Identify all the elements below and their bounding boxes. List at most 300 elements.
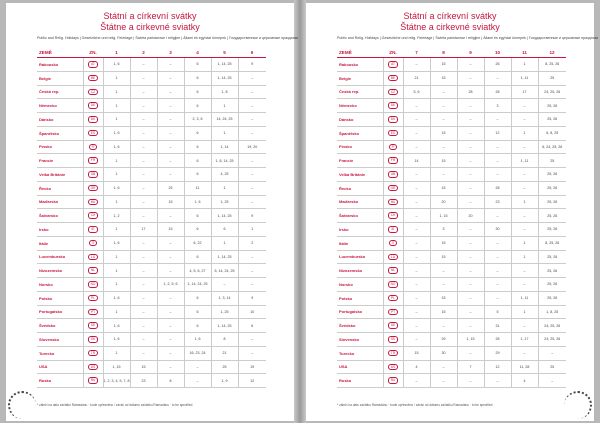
- holiday-days: –: [157, 236, 184, 250]
- country-code: [83, 195, 103, 209]
- holiday-days: 6: [184, 154, 211, 168]
- country-name: Francie: [37, 154, 83, 168]
- holiday-days: 15: [157, 195, 184, 209]
- holiday-days: –: [511, 223, 538, 237]
- holiday-days: 1, 2, 3, 4, 5, 7, 8: [103, 374, 130, 388]
- holiday-days: 4: [403, 360, 430, 374]
- holiday-days: –: [511, 113, 538, 127]
- country-name: Itálie: [37, 236, 83, 250]
- table-row: [37, 278, 266, 292]
- table-row: [337, 223, 566, 237]
- country-name: Španělsko: [337, 126, 383, 140]
- holiday-days: –: [130, 291, 157, 305]
- country-name: Belgie: [37, 71, 83, 85]
- holiday-days: –: [238, 168, 266, 182]
- holiday-days: 2: [238, 236, 266, 250]
- country-code: [83, 250, 103, 264]
- holiday-days: –: [430, 168, 457, 182]
- holiday-days: –: [157, 58, 184, 72]
- holiday-days: 15: [430, 236, 457, 250]
- country-name: Dánsko: [37, 113, 83, 127]
- country-name: Belgie: [337, 71, 383, 85]
- holiday-days: 1, 14, 25: [211, 319, 238, 333]
- holiday-days: –: [457, 305, 484, 319]
- dotted-corner-left: [8, 391, 36, 419]
- holiday-days: –: [511, 140, 538, 154]
- country-name: Švédsko: [37, 319, 83, 333]
- holiday-days: 6: [184, 223, 211, 237]
- holiday-days: –: [457, 250, 484, 264]
- holiday-days: 15: [430, 250, 457, 264]
- country-name: Lucembursko: [37, 250, 83, 264]
- country-code-badge: TR: [88, 350, 98, 357]
- country-code-badge: GR: [88, 185, 99, 192]
- holiday-days: –: [430, 113, 457, 127]
- country-code: [83, 140, 103, 154]
- country-code-badge: DE: [88, 102, 98, 109]
- holiday-days: 6: [238, 319, 266, 333]
- holiday-days: 15: [430, 154, 457, 168]
- holiday-days: –: [130, 181, 157, 195]
- holiday-days: –: [484, 278, 511, 292]
- holiday-days: –: [238, 113, 266, 127]
- holiday-days: –: [157, 140, 184, 154]
- footnote: * záleží na datu začátku Ramadánu · bude upřesněno / závisí od dátumu začiatku Ramadánu · to be specified: [37, 403, 193, 407]
- holiday-days: –: [130, 250, 157, 264]
- holiday-days: 5, 14, 24, 25: [211, 264, 238, 278]
- holiday-days: –: [130, 58, 157, 72]
- holiday-days: 1: [103, 305, 130, 319]
- holiday-days: –: [238, 181, 266, 195]
- holiday-days: –: [130, 99, 157, 113]
- holiday-days: 1: [511, 236, 538, 250]
- holiday-days: –: [511, 168, 538, 182]
- table-row: [337, 209, 566, 223]
- holiday-days: 6: [184, 168, 211, 182]
- holiday-days: 15: [430, 126, 457, 140]
- country-name: Česká rep.: [337, 85, 383, 99]
- country-name: Rakousko: [37, 58, 83, 72]
- holiday-days: 8, 25, 26: [538, 236, 566, 250]
- country-code: [383, 195, 403, 209]
- header-code: ZN.: [383, 48, 403, 58]
- country-name: Norsko: [37, 278, 83, 292]
- holiday-days: –: [157, 333, 184, 347]
- holiday-days: 9: [238, 58, 266, 72]
- holiday-days: 1: [103, 154, 130, 168]
- holiday-days: –: [157, 154, 184, 168]
- table-row: [337, 291, 566, 305]
- country-code: [383, 250, 403, 264]
- holiday-days: 25: [211, 360, 238, 374]
- country-code-badge: US: [88, 364, 98, 371]
- country-name: Slovensko: [37, 333, 83, 347]
- holiday-days: 20: [457, 209, 484, 223]
- holiday-days: –: [430, 360, 457, 374]
- holiday-days: 1, 3, 14: [211, 291, 238, 305]
- country-code-badge: LU: [388, 254, 398, 261]
- country-code-badge: TR: [388, 350, 398, 357]
- country-code: [383, 168, 403, 182]
- country-code-badge: AT: [388, 61, 398, 68]
- header-month-2: 2: [130, 48, 157, 58]
- holiday-days: –: [457, 374, 484, 388]
- holiday-days: 1: [211, 99, 238, 113]
- country-code-badge: IT: [389, 240, 398, 247]
- holiday-days: –: [130, 278, 157, 292]
- country-code-badge: DE: [388, 102, 398, 109]
- country-name: Maďarsko: [337, 195, 383, 209]
- table-row: [337, 278, 566, 292]
- country-code-badge: DK: [388, 116, 398, 123]
- country-name: Portugalsko: [337, 305, 383, 319]
- holiday-days: –: [430, 278, 457, 292]
- holiday-days: 20: [430, 195, 457, 209]
- holiday-days: –: [457, 126, 484, 140]
- country-name: Nizozemsko: [37, 264, 83, 278]
- header-month-7: 7: [403, 48, 430, 58]
- holiday-days: –: [238, 99, 266, 113]
- holiday-days: –: [403, 58, 430, 72]
- table-row: [337, 168, 566, 182]
- holiday-days: 1: [211, 236, 238, 250]
- holiday-days: –: [238, 333, 266, 347]
- holiday-days: 7: [457, 360, 484, 374]
- holiday-days: –: [130, 140, 157, 154]
- holiday-days: 24, 25, 26: [538, 85, 566, 99]
- table-row: [337, 113, 566, 127]
- holiday-days: –: [403, 278, 430, 292]
- holiday-days: 6: [184, 58, 211, 72]
- country-code-badge: FI: [389, 144, 398, 151]
- holiday-days: 1: [103, 264, 130, 278]
- holiday-days: 1: [511, 305, 538, 319]
- country-code: [83, 168, 103, 182]
- holiday-days: 15: [430, 291, 457, 305]
- country-name: Turecko: [37, 346, 83, 360]
- country-name: Lucembursko: [337, 250, 383, 264]
- holiday-days: 15: [430, 181, 457, 195]
- holiday-days: –: [130, 236, 157, 250]
- holiday-days: 25, 26: [538, 250, 566, 264]
- holiday-days: 2, 3, 6: [184, 113, 211, 127]
- holiday-days: 1: [103, 71, 130, 85]
- holiday-days: –: [457, 181, 484, 195]
- holiday-days: 1: [103, 85, 130, 99]
- table-row: [37, 181, 266, 195]
- holiday-days: 1, 14, 25: [211, 58, 238, 72]
- country-code-badge: ES: [88, 130, 98, 137]
- holiday-days: 30: [430, 346, 457, 360]
- holiday-days: 1: [103, 223, 130, 237]
- header-month-10: 10: [484, 48, 511, 58]
- holiday-days: –: [157, 319, 184, 333]
- holiday-days: 24, 25, 26: [538, 319, 566, 333]
- holiday-days: –: [457, 113, 484, 127]
- holiday-days: –: [484, 236, 511, 250]
- country-code: [383, 126, 403, 140]
- holiday-days: 1, 14: [211, 140, 238, 154]
- table-row: [37, 126, 266, 140]
- country-code-badge: BE: [388, 75, 398, 82]
- holiday-days: –: [130, 168, 157, 182]
- holiday-days: –: [457, 168, 484, 182]
- holiday-days: 12: [484, 126, 511, 140]
- country-code: [383, 223, 403, 237]
- holiday-days: 1: [103, 99, 130, 113]
- holiday-days: –: [238, 154, 266, 168]
- holiday-days: 14, 24, 25: [211, 113, 238, 127]
- country-name: Polsko: [37, 291, 83, 305]
- table-row: [337, 346, 566, 360]
- table-row: [337, 126, 566, 140]
- holiday-days: –: [457, 346, 484, 360]
- country-code: [383, 278, 403, 292]
- holiday-days: 8: [211, 333, 238, 347]
- holiday-days: –: [403, 291, 430, 305]
- holiday-days: 1, 8: [211, 85, 238, 99]
- holiday-days: –: [457, 71, 484, 85]
- country-name: Velká Británie: [37, 168, 83, 182]
- country-name: Finsko: [37, 140, 83, 154]
- holiday-days: –: [403, 181, 430, 195]
- table-row: [337, 319, 566, 333]
- holiday-days: 25, 26: [538, 195, 566, 209]
- title-cz: Státní a církevní svátky: [103, 11, 197, 21]
- holiday-days: 15: [403, 346, 430, 360]
- table-row: [37, 333, 266, 347]
- holiday-days: –: [484, 113, 511, 127]
- holiday-days: 1, 15: [457, 333, 484, 347]
- holiday-days: –: [157, 291, 184, 305]
- holiday-days: 17: [130, 223, 157, 237]
- country-code-badge: PT: [388, 309, 398, 316]
- holiday-days: 1: [211, 126, 238, 140]
- country-code: [83, 99, 103, 113]
- country-name: Švédsko: [337, 319, 383, 333]
- holiday-days: 1, 6: [103, 333, 130, 347]
- holiday-days: –: [457, 264, 484, 278]
- country-name: Španělsko: [37, 126, 83, 140]
- header-month-9: 9: [457, 48, 484, 58]
- holiday-days: 25, 26: [538, 168, 566, 182]
- holiday-days: –: [511, 319, 538, 333]
- country-name: USA: [337, 360, 383, 374]
- header-country: ZEMĚ: [337, 48, 383, 58]
- holiday-days: 8, 25, 26: [538, 58, 566, 72]
- holiday-days: –: [238, 278, 266, 292]
- holiday-days: –: [157, 264, 184, 278]
- holiday-days: –: [430, 140, 457, 154]
- holiday-days: 25: [538, 360, 566, 374]
- holiday-days: 14: [403, 154, 430, 168]
- country-code-badge: CH: [388, 212, 399, 219]
- country-code: [383, 346, 403, 360]
- country-name: Šalvarsko: [37, 209, 83, 223]
- header-month-5: 5: [211, 48, 238, 58]
- holiday-days: –: [430, 374, 457, 388]
- table-row: [37, 264, 266, 278]
- holiday-days: –: [403, 264, 430, 278]
- holiday-days: –: [511, 278, 538, 292]
- country-code-badge: CZ: [388, 89, 398, 96]
- country-code-badge: FI: [89, 144, 98, 151]
- country-code-badge: IT: [89, 240, 98, 247]
- holiday-days: 15: [430, 58, 457, 72]
- country-code: [83, 319, 103, 333]
- holiday-days: 12: [484, 360, 511, 374]
- holiday-days: 30: [484, 223, 511, 237]
- holiday-days: 1, 2, 5, 6: [157, 278, 184, 292]
- holiday-days: –: [238, 250, 266, 264]
- table-row: [37, 168, 266, 182]
- holiday-days: 1, 6: [103, 126, 130, 140]
- country-name: Itálie: [337, 236, 383, 250]
- country-code-badge: US: [388, 364, 398, 371]
- table-row: [37, 236, 266, 250]
- table-row: [37, 113, 266, 127]
- holiday-days: –: [457, 99, 484, 113]
- holiday-days: –: [130, 154, 157, 168]
- holiday-days: 25, 26: [538, 223, 566, 237]
- holiday-days: –: [430, 85, 457, 99]
- holiday-days: –: [403, 305, 430, 319]
- dotted-corner-right: [564, 391, 592, 419]
- country-name: Irsko: [37, 223, 83, 237]
- country-code: [83, 223, 103, 237]
- holiday-days: –: [157, 99, 184, 113]
- holiday-days: 1: [103, 113, 130, 127]
- holiday-days: 6: [184, 305, 211, 319]
- table-row: [37, 223, 266, 237]
- holiday-days: 25, 26: [538, 209, 566, 223]
- holiday-days: 3: [430, 223, 457, 237]
- holiday-days: –: [238, 71, 266, 85]
- holiday-days: 28: [484, 85, 511, 99]
- country-code-badge: RU: [88, 377, 99, 384]
- holiday-days: –: [457, 58, 484, 72]
- country-code-badge: BE: [88, 75, 98, 82]
- country-name: Řecko: [337, 181, 383, 195]
- holiday-days: –: [157, 209, 184, 223]
- country-code-badge: NL: [388, 267, 398, 274]
- header-month-8: 8: [430, 48, 457, 58]
- header-month-1: 1: [103, 48, 130, 58]
- holiday-days: 1, 9: [211, 374, 238, 388]
- holiday-days: –: [457, 223, 484, 237]
- holidays-table-jul-dec: [337, 48, 566, 388]
- holiday-days: 26: [484, 58, 511, 72]
- holiday-days: 25, 26: [538, 181, 566, 195]
- country-code: [83, 236, 103, 250]
- country-name: Finsko: [337, 140, 383, 154]
- country-code: [83, 360, 103, 374]
- holiday-days: –: [130, 319, 157, 333]
- holiday-days: –: [130, 85, 157, 99]
- country-code-badge: LU: [88, 254, 98, 261]
- holiday-days: –: [403, 374, 430, 388]
- table-row: [337, 374, 566, 388]
- header-month-12: 12: [538, 48, 566, 58]
- holiday-days: 5: [484, 305, 511, 319]
- holiday-days: 1, 14, 25: [211, 209, 238, 223]
- country-code-badge: SK: [88, 336, 98, 343]
- book-gutter: [294, 0, 306, 423]
- country-name: Portugalsko: [37, 305, 83, 319]
- holiday-days: –: [157, 250, 184, 264]
- holiday-days: 1, 25: [211, 195, 238, 209]
- country-code: [83, 278, 103, 292]
- holiday-days: 1, 6: [103, 236, 130, 250]
- holiday-days: –: [484, 250, 511, 264]
- table-row: [37, 154, 266, 168]
- table-row: [37, 99, 266, 113]
- holiday-days: 1, 15: [430, 209, 457, 223]
- holiday-days: 15: [430, 71, 457, 85]
- holiday-days: 1, 14, 24, 25: [184, 278, 211, 292]
- title-cz: Státní a církevní svátky: [403, 11, 497, 21]
- country-name: Maďarsko: [37, 195, 83, 209]
- subtitle: Public and Relig. Holidays | Gesetzliche und relig. Feiertage | Świeta państwowe i religijne | Állami és egyházi ünnepek | Государственные и церковные праздники: [37, 36, 299, 40]
- header-country: ZEMĚ: [37, 48, 83, 58]
- holiday-days: 3: [484, 99, 511, 113]
- holiday-days: –: [403, 333, 430, 347]
- table-row: [337, 333, 566, 347]
- holiday-days: 28: [484, 181, 511, 195]
- holiday-days: 15: [130, 360, 157, 374]
- holiday-days: –: [484, 71, 511, 85]
- holiday-days: –: [130, 264, 157, 278]
- country-code-badge: ES: [388, 130, 398, 137]
- holiday-days: 1, 6: [103, 181, 130, 195]
- holiday-days: 29: [484, 346, 511, 360]
- holiday-days: 1: [511, 195, 538, 209]
- footnote: * záleží na datu začátku Ramadánu · bude upřesněno / závisí od dátumu začiatku Ramadánu · to be specified: [337, 403, 493, 407]
- country-code: [83, 374, 103, 388]
- holiday-days: –: [457, 319, 484, 333]
- country-code-badge: PL: [88, 295, 98, 302]
- holiday-days: 1, 17: [511, 333, 538, 347]
- holiday-days: 1, 11: [511, 71, 538, 85]
- holiday-days: –: [511, 181, 538, 195]
- country-code-badge: GB: [388, 171, 399, 178]
- holiday-days: 1: [238, 223, 266, 237]
- holiday-days: –: [157, 113, 184, 127]
- holiday-days: –: [130, 126, 157, 140]
- header-month-4: 4: [184, 48, 211, 58]
- country-name: USA: [37, 360, 83, 374]
- country-name: Turecko: [337, 346, 383, 360]
- holiday-days: 6, 24, 25, 26: [538, 140, 566, 154]
- holiday-days: –: [403, 223, 430, 237]
- country-code-badge: SK: [388, 336, 398, 343]
- holiday-days: 6: [184, 71, 211, 85]
- holiday-days: 4: [511, 374, 538, 388]
- country-code: [383, 333, 403, 347]
- holiday-days: –: [484, 291, 511, 305]
- holiday-days: –: [403, 140, 430, 154]
- country-name: Nizozemsko: [337, 264, 383, 278]
- holiday-days: –: [538, 374, 566, 388]
- holiday-days: –: [403, 168, 430, 182]
- holiday-days: 1: [511, 126, 538, 140]
- country-code: [383, 236, 403, 250]
- country-name: Šalvarsko: [337, 209, 383, 223]
- holiday-days: 4, 5, 6, 27: [184, 264, 211, 278]
- table-row: [337, 58, 566, 72]
- holiday-days: –: [238, 264, 266, 278]
- table-row: [37, 319, 266, 333]
